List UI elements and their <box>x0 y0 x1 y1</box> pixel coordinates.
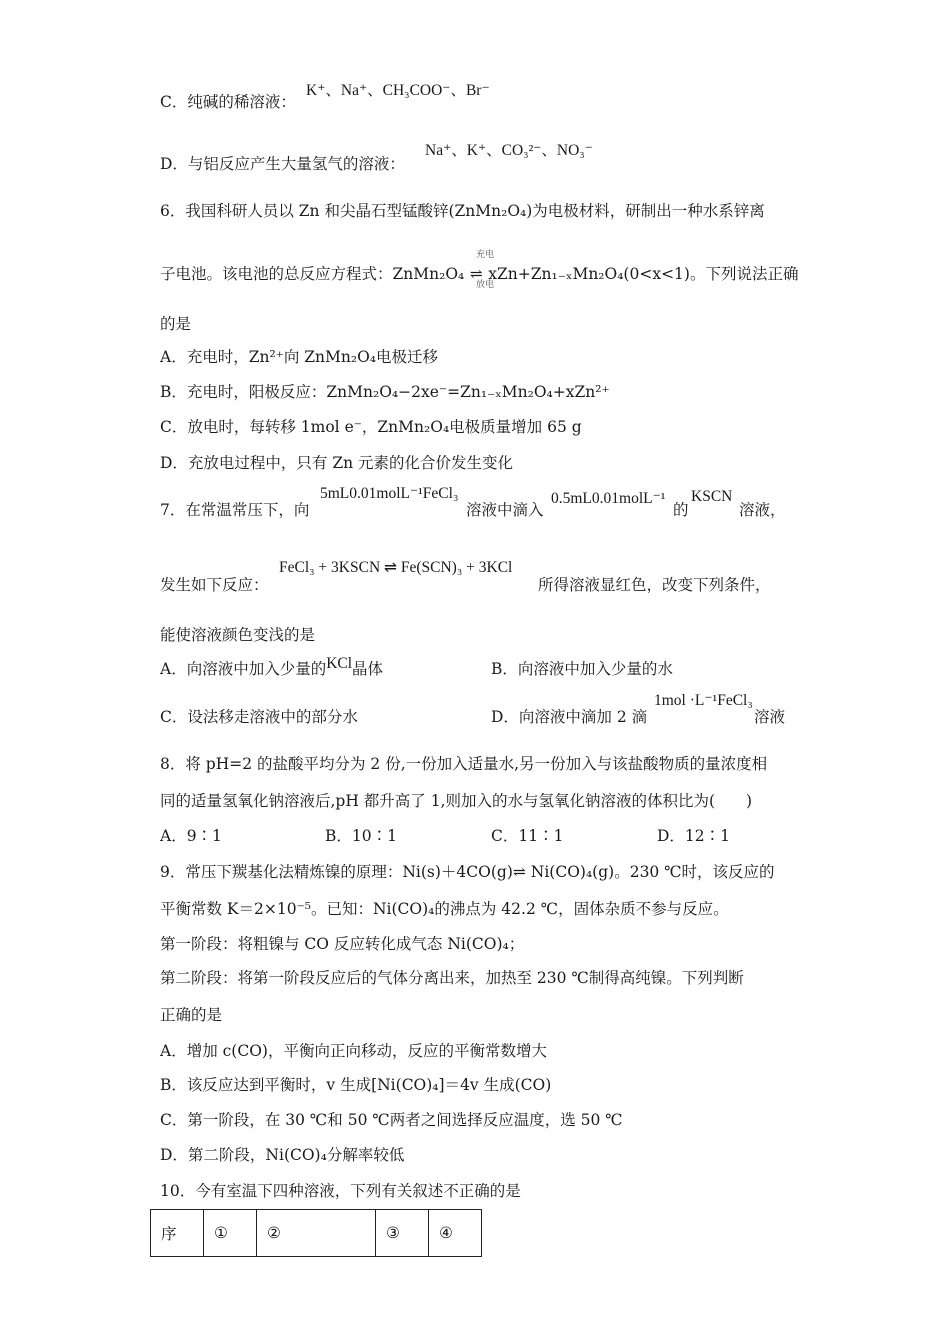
table-header-cell: ② <box>257 1210 376 1257</box>
q8-option-b: B．10∶1 <box>325 827 397 845</box>
q9-stage1: 第一阶段：将粗镍与 CO 反应转化成气态 Ni(CO)₄； <box>160 935 525 953</box>
q8-option-c: C．11∶1 <box>491 827 564 845</box>
q6-option-d: D．充放电过程中，只有 Zn 元素的化合价发生变化 <box>160 454 514 472</box>
q6-stem-line2-b: xZn+Zn₁₋ₓMn₂O₄(0<x<1)。下列说法正确 <box>488 265 799 283</box>
table-header-cell: 序 <box>151 1210 204 1257</box>
table-header-cell: ③ <box>376 1210 429 1257</box>
q7-option-d-formula: 1mol ·L⁻¹FeCl₃ <box>654 692 753 709</box>
q8-stem-line1: 8．将 pH=2 的盐酸平均分为 2 份,一份加入适量水,另一份加入与该盐酸物质的量浓度相 <box>160 755 768 773</box>
q5-option-d-label: D．与铝反应产生大量氢气的溶液： <box>160 155 405 173</box>
q7-stem-line1-b: 溶液中滴入 <box>466 501 544 519</box>
q8-stem-line2: 同的适量氢氧化钠溶液后,pH 都升高了 1,则加入的水与氢氧化钠溶液的体积比为( ) <box>160 792 753 810</box>
q9-option-b: B．该反应达到平衡时，v 生成[Ni(CO)₄]＝4v 生成(CO) <box>160 1076 552 1094</box>
q6-stem-line1: 6．我国科研人员以 Zn 和尖晶石型锰酸锌(ZnMn₂O₄)为电极材料，研制出一种水系锌离 <box>160 202 765 220</box>
q7-option-d <box>491 705 647 727</box>
q7-stem-line3: 能使溶液颜色变浅的是 <box>160 626 316 644</box>
q6-option-b: B．充电时，阳极反应：ZnMn₂O₄−2xe⁻=Zn₁₋ₓMn₂O₄+xZn²⁺ <box>160 383 610 401</box>
q7-stem-line1-c: 的 <box>673 501 689 519</box>
q5-option-c <box>160 90 296 112</box>
q5-option-d <box>160 152 405 174</box>
q7-stem-line1-a: 7．在常温常压下，向 <box>160 501 310 519</box>
q8-option-a: A．9∶1 <box>160 827 222 845</box>
q9-option-c: C．第一阶段，在 30 ℃和 50 ℃两者之间选择反应温度，选 50 ℃ <box>160 1111 623 1129</box>
q10-stem: 10．今有室温下四种溶液，下列有关叙述不正确的是 <box>160 1182 521 1200</box>
q6-stem-line3: 的是 <box>160 315 192 333</box>
table-header-cell: ④ <box>429 1210 482 1257</box>
q7-stem-line1-d: 溶液， <box>739 501 786 519</box>
q6-discharge-label: 放电 <box>476 280 495 290</box>
q7-formula-conc: 0.5mL0.01molL⁻¹ <box>551 490 666 507</box>
q7-option-a-text2: 晶体 <box>352 660 384 678</box>
q7-stem-line2-b: 所得溶液显红色，改变下列条件， <box>538 576 771 594</box>
q7-option-c: C．设法移走溶液中的部分水 <box>160 708 358 726</box>
q9-stem-line2: 平衡常数 K＝2×10⁻⁵。已知：Ni(CO)₄的沸点为 42.2 ℃，固体杂质不参与反应。 <box>160 900 729 918</box>
q7-equation: FeCl₃ + 3KSCN ⇌ Fe(SCN)₃ + 3KCl <box>279 559 513 576</box>
q10-table <box>150 1209 482 1257</box>
q9-stem-line5: 正确的是 <box>160 1006 223 1024</box>
q8-option-d: D．12∶1 <box>657 827 731 845</box>
q9-option-d: D．第二阶段，Ni(CO)₄分解率较低 <box>160 1146 405 1164</box>
table-header-cell: ① <box>204 1210 257 1257</box>
q7-option-d-text2: 溶液 <box>754 708 786 726</box>
q7-stem-line2-a: 发生如下反应： <box>160 576 269 594</box>
q7-formula-kscn: KSCN <box>691 488 733 505</box>
q7-option-a <box>160 657 383 679</box>
q9-stem-line1: 9．常压下羰基化法精炼镍的原理：Ni(s)＋4CO(g)⇌ Ni(CO)₄(g)。230 ℃时，该反应的 <box>160 863 775 881</box>
q6-option-c: C．放电时，每转移 1mol e⁻，ZnMn₂O₄电极质量增加 65 g <box>160 418 582 436</box>
q6-option-a: A．充电时，Zn²⁺向 ZnMn₂O₄电极迁移 <box>160 348 439 366</box>
q9-stage2: 第二阶段：将第一阶段反应后的气体分离出来，加热至 230 ℃制得高纯镍。下列判断 <box>160 969 744 987</box>
q6-charge-label: 充电 <box>476 250 495 260</box>
q5-option-c-label: C．纯碱的稀溶液： <box>160 93 296 111</box>
q9-option-a: A．增加 c(CO)，平衡向正向移动，反应的平衡常数增大 <box>160 1042 547 1060</box>
q5-option-c-formula: K⁺、Na⁺、CH₃COO⁻、Br⁻ <box>306 82 490 99</box>
q7-option-b: B．向溶液中加入少量的水 <box>491 660 673 678</box>
q5-option-d-formula: Na⁺、K⁺、CO₃²⁻、NO₃⁻ <box>425 142 593 159</box>
reversible-arrow-icon: ⇌ <box>469 265 483 283</box>
table-row <box>151 1210 482 1257</box>
q6-stem-line2-a: 子电池。该电池的总反应方程式：ZnMn₂O₄ <box>160 265 465 283</box>
q7-formula-fecl3: 5mL0.01molL⁻¹FeCl₃ <box>320 485 459 502</box>
q7-option-a-formula: KCl <box>326 655 353 672</box>
q7-option-a-text: A．向溶液中加入少量的 <box>160 660 327 678</box>
q7-option-d-text: D．向溶液中滴加 2 滴 <box>491 708 648 726</box>
